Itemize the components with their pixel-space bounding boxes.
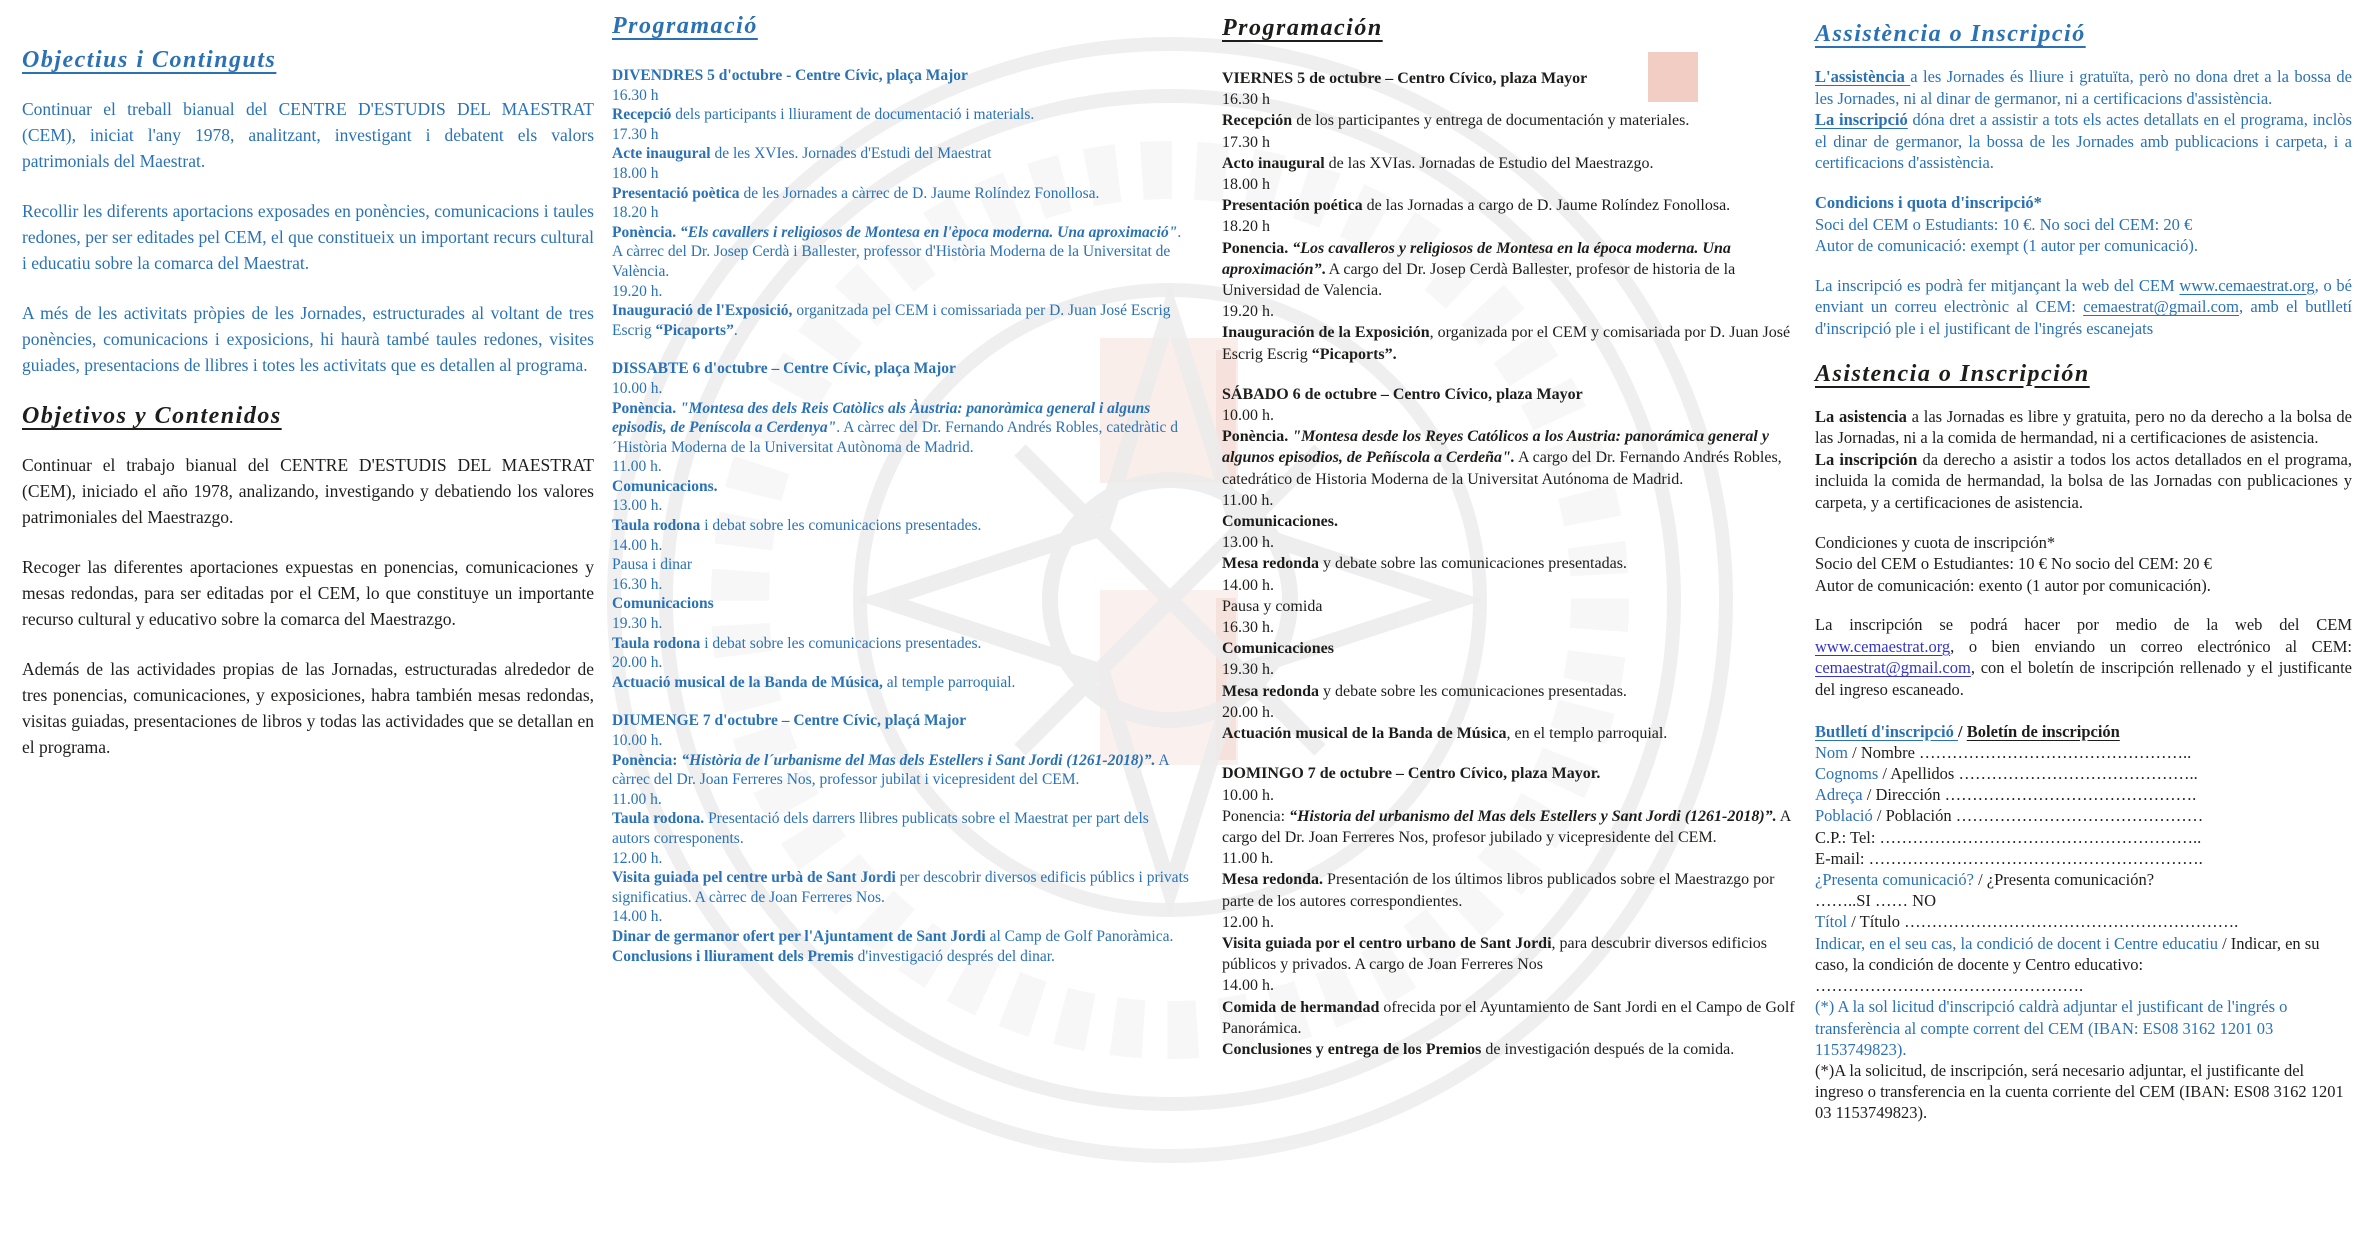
text-line — [1815, 235, 2352, 257]
text-segment: Actuació musical de la Banda de Música, — [612, 673, 883, 691]
program-day-heading: VIERNES 5 de octubre – Centro Cívico, plaza Mayor — [1222, 70, 1588, 87]
text-line — [1815, 805, 2352, 826]
program-line — [612, 790, 1190, 810]
inscripcion-p2-es — [1815, 449, 2352, 514]
inscripcio-p2-ca — [1815, 109, 2352, 174]
program-line — [1222, 681, 1800, 702]
text-segment: al temple parroquial. — [882, 673, 1016, 691]
text-segment: 11.00 h. — [612, 790, 662, 808]
text-segment: y debate sobre les comunicaciones presentadas. — [1319, 682, 1627, 700]
program-line — [1222, 806, 1800, 848]
text-segment: 12.00 h. — [1222, 913, 1274, 931]
link-text[interactable]: cemaestrat@gmail.com — [2083, 297, 2239, 317]
text-segment: Dinar de germanor ofert per l'Ajuntament de Sant Jordi — [612, 927, 986, 945]
program-line — [612, 594, 1190, 614]
text-segment: , o bé enviant un correu electrònic al CEM: — [1815, 275, 2352, 317]
program-line — [1222, 532, 1800, 553]
text-segment: per descobrir diversos edificis públics i privats significatius. A càrrec de Joan Ferreres Nos. — [612, 869, 1189, 906]
program-line — [1222, 912, 1800, 933]
text-segment: , amb el butlletí d'inscripció ple i el justificant de l'ingrés escanejats — [1815, 297, 2352, 338]
text-segment: Soci del CEM o Estudiants: 10 €. No soci del CEM: 20 € — [1815, 214, 2193, 234]
objectius-text-ca — [22, 96, 594, 378]
program-line — [612, 379, 1190, 399]
text-line — [1815, 848, 2352, 869]
section-title-objectius: Objectius i Continguts — [22, 47, 277, 73]
paragraph: A més de les activitats pròpies de les Jornades, estructurades al voltant de tres ponències, comunicacions i exposicions, hi haurà també taules redones, visites guiades, presentacions de llibres i totes les activitats que es detallen al programa. — [22, 303, 594, 375]
program-line — [1222, 89, 1800, 110]
program-line — [612, 614, 1190, 634]
text-segment: organitzada pel CEM i comissariada per D. Juan José Escrig Escrig — [612, 302, 1171, 339]
text-segment: E-mail: ……………………………………………………. — [1815, 848, 2203, 868]
text-segment: / Población — [1872, 806, 1956, 826]
text-segment: “Els cavallers i religiosos de Montesa en l'època moderna. Una aproximació" — [680, 223, 1178, 241]
text-segment: 19.30 h. — [1222, 661, 1274, 679]
program-line — [612, 516, 1190, 536]
program-day-heading: DOMINGO 7 de octubre – Centro Cívico, plaza Mayor. — [1222, 765, 1601, 783]
text-segment: 18.00 h — [612, 164, 659, 182]
text-segment: Boletín de inscripción — [1966, 721, 2120, 741]
text-segment: Comunicacions — [612, 595, 714, 613]
text-segment: Recepción — [1222, 112, 1293, 130]
text-segment: Nom — [1815, 742, 1848, 762]
text-segment: da derecho a asistir a todos los actos detallados en el programa, incluida la comida de hermandad, la bolsa de las Jornadas con publicaciones y carpeta, y a certificaciones de asistencia. — [1815, 449, 2352, 512]
text-segment: a les Jornades és lliure i gratuïta, però no dona dret a la bossa de les Jornades, ni al dinar de germanor, ni a certificacions d'assistència. — [1815, 67, 2352, 108]
text-segment: Recepció — [612, 106, 672, 124]
program-line — [1222, 702, 1800, 723]
text-segment: A cargo del Dr. Josep Cerdà Ballester, profesor de historia de la Universidad de Valencia. — [1222, 260, 1736, 300]
text-segment: L'assistència — [1815, 67, 1911, 86]
link-text[interactable]: cemaestrat@gmail.com — [1815, 658, 1971, 678]
text-segment: de los participantes y entrega de documentación y materiales. — [1292, 112, 1690, 130]
text-segment: 16.30 h. — [1222, 619, 1274, 637]
text-line — [1815, 721, 2352, 742]
text-line — [1815, 532, 2352, 554]
program-day — [1222, 763, 1800, 1060]
program-line — [612, 927, 1190, 947]
text-segment: Ponència. — [1222, 428, 1293, 446]
paragraph: Recollir les diferents aportacions exposades en ponències, comunicacions i taules redones, per ser editades pel CEM, el que constitueix un important recurs cultural i educatiu sobre la comarca del Maestrat. — [22, 201, 594, 273]
text-segment: . — [733, 321, 738, 339]
program-line — [612, 86, 1190, 106]
text-segment: Ponència. — [612, 223, 681, 241]
text-segment: . A càrrec del Dr. Fernando Andrés Robles, catedràtic d´Història Moderna de la Universitat Autònoma de Madrid. — [612, 419, 1179, 456]
program-line — [612, 673, 1190, 693]
text-line — [1815, 763, 2352, 784]
paragraph: Además de las actividades propias de las Jornadas, estructuradas alrededor de tres ponencias, comunicaciones, y exposiciones, habra también mesas redondas, visitas guiadas, presentaciones de libros y todas las actividades que se detallan en el programa. — [22, 659, 594, 757]
program-day-heading: DIVENDRES 5 d'octubre - Centre Cívic, plaça Major — [612, 67, 968, 84]
program-line — [1222, 238, 1800, 302]
text-segment: 20.00 h. — [1222, 703, 1274, 721]
text-segment: Acto inaugural — [1222, 154, 1325, 172]
program-line — [612, 164, 1190, 184]
program-day — [612, 711, 1190, 966]
text-segment: Conclusiones y entrega de los Premios — [1222, 1040, 1482, 1058]
text-segment: …………………………………….. — [1958, 764, 2198, 784]
program-day-heading: DISSABTE 6 d'octubre – Centre Cívic, plaça Major — [612, 360, 956, 378]
program-day-heading: SÁBADO 6 de octubre – Centro Cívico, plaza Mayor — [1222, 385, 1583, 403]
text-segment: Inauguración de la Exposición — [1222, 324, 1430, 342]
program-line — [612, 809, 1190, 848]
text-line — [1815, 869, 2352, 890]
text-segment: ……..SI …… NO — [1815, 891, 1937, 911]
program-line — [1222, 997, 1800, 1039]
text-segment: de las Jornadas a cargo de D. Jaume Rolíndez Fonollosa. — [1362, 197, 1731, 215]
program-line — [1222, 195, 1800, 216]
program-line — [1222, 975, 1800, 996]
text-segment: 14.00 h. — [612, 908, 663, 926]
program-day-heading: DIUMENGE 7 d'octubre – Centre Cívic, plaçá Major — [612, 712, 967, 730]
paragraph: Continuar el trabajo bianual del CENTRE D'ESTUDIS DEL MAESTRAT (CEM), iniciado el año 1978, analizando, investigando y debatiendo los valores patrimoniales del Maestrazgo. — [22, 455, 594, 527]
section-title-programacion: Programación — [1222, 15, 1383, 41]
text-segment: Títol — [1815, 912, 1848, 932]
program-line — [1222, 723, 1800, 744]
text-segment: ……………………………………… — [1955, 806, 2204, 826]
program-day — [612, 359, 1190, 692]
text-segment: “Historia del urbanismo del Mas dels Estellers y Sant Jordi (1261-2018)”. — [1289, 807, 1777, 825]
text-segment: 20.00 h. — [612, 654, 663, 672]
text-segment: de investigación después de la comida. — [1481, 1040, 1735, 1058]
text-segment: (*) A la sol licitud d'inscripció caldrà adjuntar el justificant de l'ingrés o transferència al compte corrent del CEM (IBAN: ES08 3162 1201 03 1153749823). — [1815, 997, 2288, 1059]
text-segment: Població — [1815, 806, 1873, 826]
text-segment: 19.30 h. — [612, 615, 663, 633]
text-segment: 10.00 h. — [612, 732, 663, 749]
text-segment: i debat sobre les comunicacions presentades. — [700, 634, 982, 652]
text-segment: Pausa y comida — [1222, 597, 1323, 615]
program-line — [1222, 553, 1800, 574]
text-segment: Taula rodona. — [612, 810, 705, 828]
section-title-programacio: Programació — [612, 13, 758, 39]
text-segment: Visita guiada pel centre urbà de Sant Jordi — [612, 869, 896, 887]
link-text[interactable]: www.cemaestrat.org — [1815, 636, 1951, 656]
program-line — [1222, 869, 1800, 911]
text-segment: Ponencia. — [1222, 239, 1293, 257]
text-line — [1815, 827, 2352, 848]
text-segment: La asistencia — [1815, 406, 1907, 426]
text-segment: / ¿Presenta comunicación? — [1973, 870, 2155, 890]
program-line — [1222, 659, 1800, 680]
text-segment: Taula rodona — [612, 634, 701, 652]
text-segment: 17.30 h — [612, 125, 659, 143]
text-segment: A càrrec del Dr. Joan Ferreres Nos, professor jubilat i vicepresident del CEM. — [612, 751, 1169, 789]
text-segment: Comunicaciones — [1222, 640, 1334, 658]
program-line — [612, 536, 1190, 556]
text-segment: Ponència. — [612, 399, 681, 417]
section-title-asistencia-es: Asistencia o Inscripción — [1815, 360, 2090, 387]
inscription-form — [1815, 721, 2352, 1124]
text-segment: “Història de l´urbanisme del Mas dels Estellers i Sant Jordi (1261-2018)”. — [681, 751, 1156, 769]
program-line — [1222, 322, 1800, 364]
text-segment: . A càrrec del Dr. Josep Cerdà i Ballester, professor d'Història Moderna de la Universitat de València. — [612, 223, 1182, 280]
text-segment: “Los cavalleros y religiosos de Montesa en la época moderna. Una aproximación” — [1222, 239, 1731, 278]
text-segment: Indicar, en el seu cas, la condició de docent i Centre educatiu — [1815, 933, 2218, 953]
program-line — [1222, 153, 1800, 174]
program-line — [1222, 132, 1800, 153]
program-line — [1222, 933, 1800, 975]
program-line — [612, 731, 1190, 751]
text-segment: “Picaports” — [655, 321, 734, 339]
text-segment: dels participants i lliurament de documentació i materials. — [671, 106, 1035, 124]
program-line — [612, 907, 1190, 927]
program-es — [1222, 68, 1800, 1060]
program-line — [612, 496, 1190, 516]
program-line — [612, 947, 1190, 967]
program-line — [1222, 301, 1800, 322]
text-segment: , para descubrir diversos edificios públicos y privados. A cargo de Joan Ferreres Nos — [1222, 934, 1767, 974]
quota-inscripcio-ca — [1815, 192, 2352, 257]
text-segment: Comida de hermandad — [1222, 998, 1380, 1016]
text-line — [1815, 1060, 2352, 1124]
program-ca — [612, 66, 1190, 966]
text-segment: 19.20 h. — [612, 282, 663, 300]
program-line — [612, 868, 1190, 907]
program-line — [1222, 596, 1800, 617]
text-segment: ………………………………………. — [1944, 785, 2197, 805]
text-segment: Presentación de los últimos libros publicados sobre el Maestrazgo por parte de los autores correspondientes. — [1222, 871, 1775, 910]
text-segment: Autor de comunicació: exempt (1 autor per comunicació). — [1815, 236, 2199, 256]
program-day — [612, 66, 1190, 340]
text-segment: 13.00 h. — [1222, 534, 1274, 552]
program-line — [1222, 216, 1800, 237]
panel-objectius — [22, 46, 594, 784]
text-line — [1815, 911, 2352, 932]
text-segment: / Nombre — [1848, 742, 1920, 762]
program-line — [1222, 405, 1800, 426]
program-line — [612, 634, 1190, 654]
program-line — [612, 457, 1190, 477]
program-line — [612, 144, 1190, 164]
text-segment: 10.00 h. — [612, 379, 663, 397]
text-segment: / Indicar, en su caso, la condición de docente y Centro educativo: — [1815, 933, 2320, 974]
text-segment: a las Jornadas es libre y gratuita, pero no da derecho a la bolsa de las Jornadas, ni a la comida de hermandad, ni a certificaciones de asistencia. — [1815, 406, 2352, 448]
text-segment: Taula rodona — [612, 517, 701, 535]
text-segment: (*)A la solicitud, de inscripción, será necesario adjuntar, el justificante del ingreso o transferencia en la cuenta corriente del CEM (IBAN: ES08 3162 1201 03 1153749823). — [1815, 1060, 2344, 1123]
text-segment: Visita guiada por el centro urbano de Sant Jordi — [1222, 934, 1552, 952]
text-line — [1815, 214, 2352, 236]
program-line — [1222, 1039, 1800, 1060]
program-line — [612, 301, 1190, 340]
program-day — [1222, 384, 1800, 744]
program-line — [612, 575, 1190, 595]
program-line — [612, 184, 1190, 204]
text-segment: Mesa redonda — [1222, 555, 1320, 573]
text-segment: Mesa redonda — [1222, 682, 1320, 700]
text-segment: 18.20 h — [612, 204, 659, 222]
text-segment: Conclusions i lliurament dels Premis — [612, 947, 854, 965]
text-segment: 11.00 h. — [1222, 850, 1274, 868]
text-segment: ………………………………………….. — [1919, 742, 2192, 762]
text-segment: Presentació dels darrers llibres publicats sobre el Maestrat per part dels autors corresponents. — [612, 810, 1149, 847]
text-segment: 14.00 h. — [612, 536, 663, 554]
text-segment: i debat sobre les comunicacions presentades. — [700, 517, 982, 535]
program-line — [1222, 575, 1800, 596]
text-segment: Comunicacions. — [612, 477, 718, 495]
text-segment: / Apellidos — [1878, 764, 1959, 784]
text-segment: 18.00 h — [1222, 176, 1270, 194]
program-line — [1222, 511, 1800, 532]
text-segment: 10.00 h. — [1222, 786, 1274, 804]
program-line — [612, 751, 1190, 790]
assistencia-p1-ca — [1815, 66, 2352, 109]
text-segment: Cognoms — [1815, 764, 1879, 784]
program-line — [1222, 490, 1800, 511]
program-line — [612, 223, 1190, 282]
text-segment: / Dirección — [1862, 785, 1945, 805]
text-segment: Condiciones y cuota de inscripción* — [1815, 532, 2056, 552]
program-line — [1222, 110, 1800, 131]
text-segment: , en el templo parroquial. — [1506, 725, 1668, 743]
text-segment: Acte inaugural — [612, 145, 711, 163]
text-segment: y debate sobre las comunicaciones presentadas. — [1319, 555, 1627, 573]
text-line — [1815, 742, 2352, 763]
text-segment: La inscripció — [1815, 110, 1908, 130]
text-segment: , con el boletín de inscripción rellenado y el justificante del ingreso escaneado. — [1815, 658, 2352, 700]
text-segment: "Montesa desde los Reyes Católicos a los Austria: panorámica general y algunos episodios, de Peñíscola a Cerdeña". — [1222, 428, 1769, 467]
text-segment: , o bien enviando un correo electrónico al CEM: — [1950, 636, 2352, 656]
program-line — [612, 849, 1190, 869]
text-segment: Actuación musical de la Banda de Música — [1222, 725, 1507, 743]
text-line — [1815, 575, 2352, 597]
text-line — [1815, 784, 2352, 805]
program-day — [1222, 68, 1800, 365]
program-line — [612, 653, 1190, 673]
text-segment: Butlletí d'inscripció — [1815, 721, 1959, 741]
program-line — [1222, 617, 1800, 638]
text-segment: 14.00 h. — [1222, 576, 1274, 594]
text-segment: de les XVIes. Jornades d'Estudi del Maestrat — [710, 145, 992, 163]
panel-inscripcio — [1815, 20, 2352, 1124]
inscripcio-web-ca — [1815, 275, 2352, 340]
text-segment: 10.00 h. — [1222, 407, 1274, 425]
text-segment: La inscripció es podrà fer mitjançant la web del CEM — [1815, 275, 2180, 295]
text-segment: . — [1321, 260, 1326, 278]
program-line — [612, 555, 1190, 575]
text-segment: de las XVIas. Jornadas de Estudio del Maestrazgo. — [1324, 154, 1654, 172]
paragraph: Continuar el treball bianual del CENTRE D'ESTUDIS DEL MAESTRAT (CEM), iniciat l'any 1978, analitzant, investigant i debatent els valors patrimonials del Maestrat. — [22, 99, 594, 171]
text-segment: 11.00 h. — [612, 458, 662, 476]
text-segment: 17.30 h — [1222, 133, 1270, 151]
text-line — [1815, 996, 2352, 1060]
text-segment: ¿Presenta comunicació? — [1815, 870, 1974, 890]
text-segment: dóna dret a assistir a tots els actes detallats en el programa, inclòs el dinar de germanor, la bossa de les Jornades amb publicacions i carpeta, i a certificacions d'assistència. — [1815, 110, 2352, 173]
text-line — [1815, 192, 2352, 214]
panel-programacion-es — [1222, 14, 1800, 1079]
text-segment: 14.00 h. — [1222, 977, 1274, 995]
text-segment: ofrecida por el Ayuntamiento de Sant Jordi en el Campo de Golf Panorámica. — [1222, 998, 1795, 1037]
text-segment: 16.30 h — [612, 86, 659, 104]
text-segment: C.P.: Tel: ………………………………………………….. — [1815, 827, 2202, 847]
text-segment: La inscripción — [1815, 449, 1918, 469]
text-segment: / Título ……………………………………………………. — [1847, 912, 2239, 932]
program-line — [612, 105, 1190, 125]
text-segment: Adreça — [1815, 785, 1863, 805]
text-segment: / — [1958, 721, 1967, 741]
text-line — [1815, 975, 2352, 996]
text-segment: 16.30 h. — [612, 575, 663, 593]
asistencia-p1-es — [1815, 406, 2352, 449]
program-line — [612, 125, 1190, 145]
program-line — [1222, 638, 1800, 659]
program-line — [1222, 174, 1800, 195]
text-segment: …………………………………………. — [1815, 976, 2084, 996]
text-segment: 13.00 h. — [612, 497, 663, 515]
text-segment: Ponència: — [612, 751, 682, 769]
text-line — [1815, 553, 2352, 575]
text-line — [1815, 933, 2352, 975]
text-segment: al Camp de Golf Panoràmica. — [985, 927, 1174, 945]
program-line — [612, 477, 1190, 497]
program-line — [1222, 426, 1800, 490]
panel-programacio-ca — [612, 12, 1190, 985]
cuota-inscripcion-es — [1815, 532, 2352, 597]
text-segment: de les Jornades a càrrec de D. Jaume Rolíndez Fonollosa. — [739, 184, 1100, 202]
section-title-assistencia-ca: Assistència o Inscripció — [1815, 21, 2086, 47]
text-segment: , organizada por el CEM y comisariada por D. Juan José Escrig Escrig — [1222, 324, 1791, 363]
text-segment: Comunicaciones. — [1222, 513, 1338, 531]
program-line — [1222, 848, 1800, 869]
section-title-objetivos: Objetivos y Contenidos — [22, 403, 282, 429]
text-segment: Inauguració de l'Exposició, — [612, 302, 793, 320]
text-segment: d'investigació després del dinar. — [853, 947, 1055, 965]
text-segment: “Picaports”. — [1311, 345, 1397, 363]
program-line — [612, 203, 1190, 223]
program-line — [612, 399, 1190, 458]
text-segment: Pausa i dinar — [612, 556, 693, 574]
text-segment: Condicions i quota d'inscripció* — [1815, 192, 2042, 212]
text-segment: 18.20 h — [1222, 218, 1270, 236]
text-segment: A cargo del Dr. Fernando Andrés Robles, catedrático de Historia Moderna de la Universitat Autónoma de Madrid. — [1222, 449, 1782, 488]
text-segment: Ponencia: — [1222, 807, 1290, 825]
paragraph: Recoger las diferentes aportaciones expuestas en ponencias, comunicaciones y mesas redondas, para ser editadas por el CEM, lo que constituye un importante recurso cultural y educativo sobre la comarca del Maestrazgo. — [22, 557, 594, 629]
objetivos-text-es — [22, 452, 594, 760]
text-segment: Presentació poètica — [612, 184, 740, 202]
text-segment: Autor de comunicación: exento (1 autor por comunicación). — [1815, 575, 2211, 595]
link-text[interactable]: www.cemaestrat.org — [2179, 275, 2315, 295]
text-segment: 19.20 h. — [1222, 303, 1274, 321]
program-line — [1222, 785, 1800, 806]
inscripcion-web-es — [1815, 614, 2352, 700]
text-segment: Socio del CEM o Estudiantes: 10 € No socio del CEM: 20 € — [1815, 554, 2212, 574]
text-segment: La inscripción se podrá hacer por medio de la web del CEM — [1815, 615, 2352, 635]
program-line — [612, 282, 1190, 302]
text-segment: 11.00 h. — [1222, 491, 1274, 509]
text-line — [1815, 890, 2352, 911]
text-segment: Mesa redonda. — [1222, 871, 1324, 889]
text-segment: Presentación poética — [1222, 197, 1363, 215]
text-segment: 12.00 h. — [612, 849, 663, 867]
text-segment: "Montesa des dels Reis Catòlics als Àustria: panoràmica general i alguns episodis, de Peníscola a Cerdenya" — [612, 399, 1151, 437]
text-segment: 16.30 h — [1222, 91, 1270, 109]
text-segment: A cargo del Dr. Joan Ferreres Nos, profesor jubilado y vicepresidente del CEM. — [1222, 807, 1791, 846]
